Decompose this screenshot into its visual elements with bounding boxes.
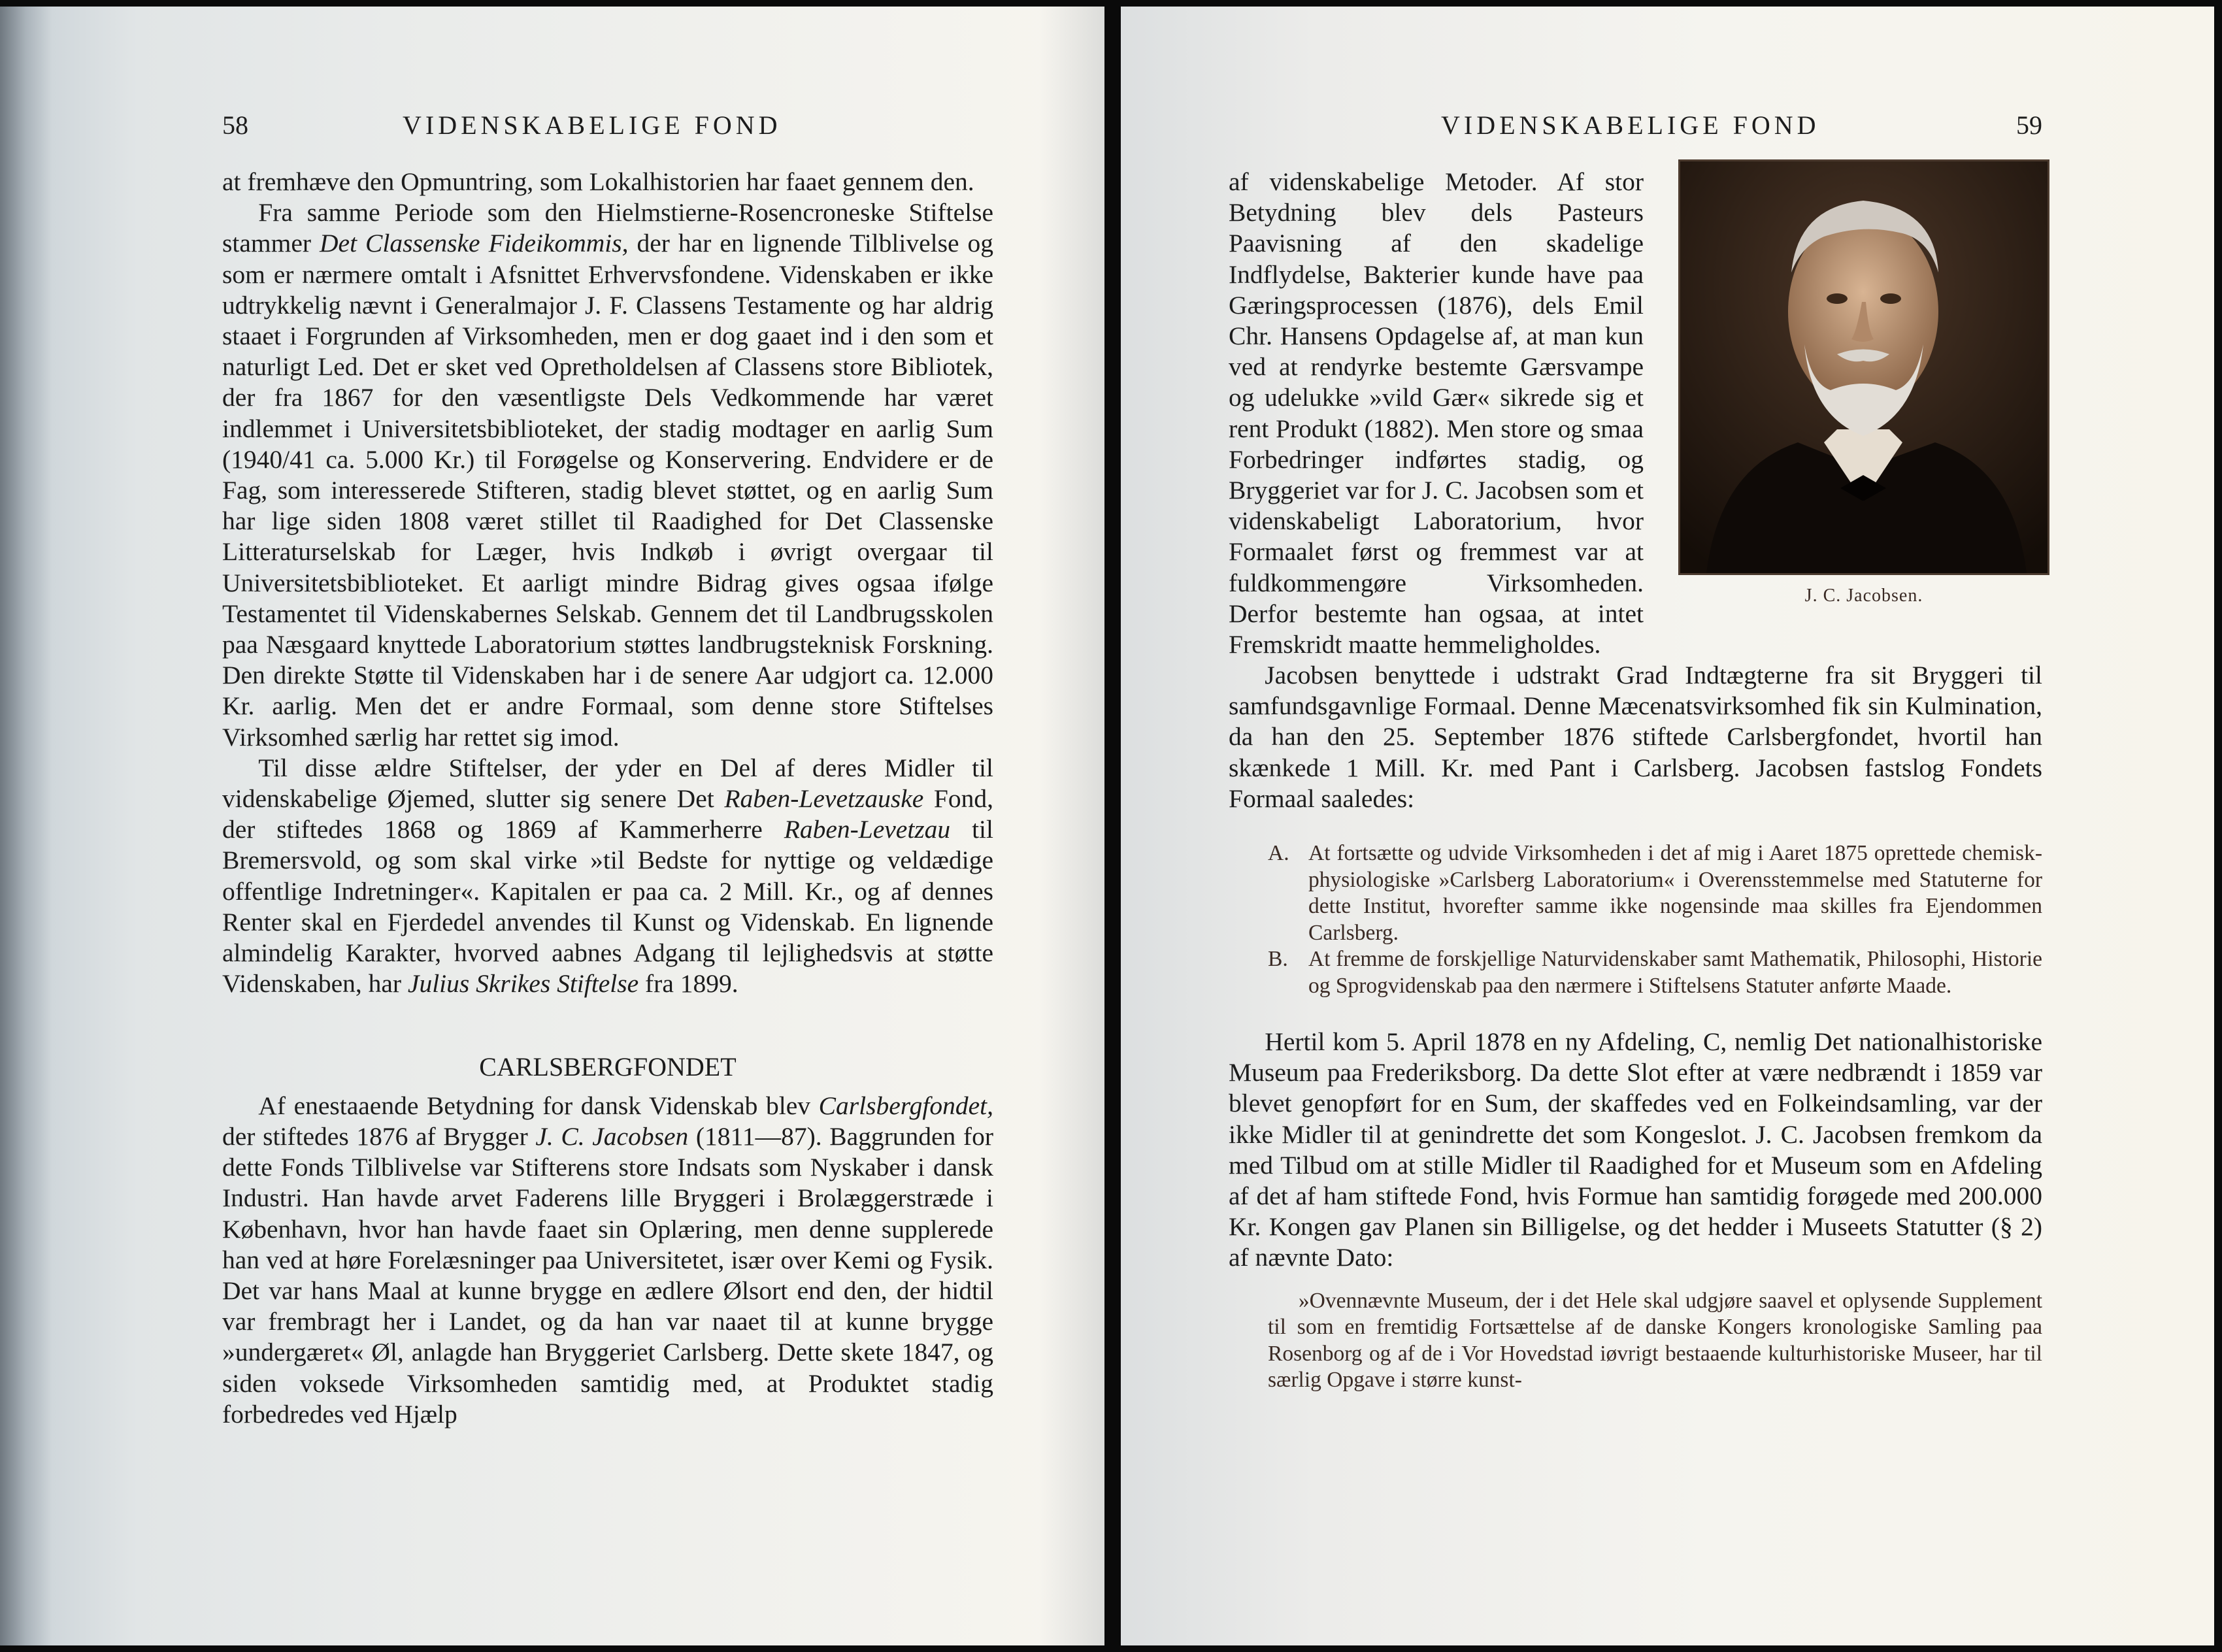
binding-shadow — [1039, 7, 1104, 1645]
paragraph-4: Af enestaaende Betydning for dansk Videnskab blev Carlsbergfondet, der stiftedes 1876 af Brygger J. C. Jacobsen (1811—87). Baggrunden for dette Fonds Tilblivelse var Stifterens store Indsats som Nyskaber i dansk Industri. Han havde arvet Faderens lille Bryggeri i Brolæggerstræde i København, hvor han havde faaet sin Oplæring, men denne supplerede han ved at høre Forelæsninger paa Universitetet, især over Kemi og Fysik. Det var hans Maal at kunne brygge en ædlere Ølsort end den, der hidtil var frembragt her i Landet, og da han var naaet til at kunne brygge »undergæret« Øl, anlagde han Bryggeriet Carlsberg. Dette skete 1847, og siden voksede Virksomheden samtidig med, at Produktet stadig forbedredes ved Hjælp — [222, 1091, 993, 1429]
portrait-image — [1678, 159, 2049, 575]
page-number-left: 58 — [222, 110, 248, 140]
paragraph-3: Til disse ældre Stiftelser, der yder en Del af deres Midler til videnskabelige Øjemed, slutter sig senere Det Raben-Levetzauske Fond, der stiftedes 1868 og 1869 af Kammerherre Raben-Levetzau til Bremersvold, og som skal virke »til Bedste for nyttige og veldædige offentlige Indretninger«. Kapitalen er paa ca. 2 Mill. Kr., og af dennes Renter skal en Fjerdedel anvendes til Kunst og Videnskab. En lignende almindelig Karakter, hvorved aabnes Adgang til lejlighedsvis at støtte Videnskaben, har Julius Skrikes Stiftelse fra 1899. — [222, 753, 993, 999]
quote-block: »Ovennævnte Museum, der i det Hele skal udgjøre saavel et oplysende Supplement til som en fremtidig Fortsættelse af de danske Kongers kronologiske Samling paa Rosenborg og af de i Vor Hovedstad iøvrigt bestaaende kulturhistoriske Museer, har til særlig Opgave i større kunst- — [1268, 1288, 2042, 1393]
left-page — [0, 7, 1104, 1645]
list-item: B. At fremme de forskjellige Naturvidenskaber samt Mathematik, Philosophi, Historie og Sprogvidenskab paa den nærmere i Stiftelsens Statuter anførte Maade. — [1268, 947, 2042, 998]
right-page — [1121, 7, 2214, 1645]
section-heading: CARLSBERGFONDET — [479, 1052, 737, 1082]
paragraph-2-right: Jacobsen benyttede i udstrakt Grad Indtægterne fra sit Bryggeri til samfundsgavnlige Formaal. Denne Mæcenatsvirksomhed fik sin Kulmination, da han den 25. September 1876 stiftede Carlsbergfondet, hvortil han skænkede 1 Mill. Kr. med Pant i Carlsberg. Jacobsen fastslog Fondets Formaal saaledes: — [1229, 661, 2042, 813]
page-number-right: 59 — [2016, 110, 2042, 140]
paragraph-3-right: Hertil kom 5. April 1878 en ny Afdeling, C, nemlig Det nationalhistoriske Museum paa Frederiksborg. Da dette Slot efter at være nedbrændt i 1859 var blevet genopført for en Sum, der skaffedes ved en Folkeindsamling, var der ikke Midler til at genindrette det som Kongeslot. J. C. Jacobsen fremkom da med Tilbud om at stille Midler til Raadighed for et Museum som en Afdeling af det af ham stiftede Fond, hvis Formue han samtidig forøgede med 200.000 Kr. Kongen gav Planen sin Billigelse, og det hedder i Museets Statutter (§ 2) af nævnte Dato: — [1229, 1027, 2042, 1272]
left-text-block — [222, 167, 993, 1430]
portrait-caption: J. C. Jacobsen. — [1804, 586, 1923, 606]
paragraph-1: at fremhæve den Opmuntring, som Lokalhistorien har faaet gennem den. — [222, 167, 974, 196]
paragraph-2: Fra samme Periode som den Hielmstierne-Rosencroneske Stiftelse stammer Det Classenske Fideikommis, der har en lignende Tilblivelse og som er nærmere omtalt i Afsnittet Erhvervsfondene. Videnskaben er ikke udtrykkelig nævnt i Generalmajor J. F. Classens Testamente og har aldrig staaet i Forgrunden af Virksomheden, men er dog gaaet ind i den som et naturligt Led. Det er sket ved Opretholdelsen af Classens store Bibliotek, der fra 1867 for den væsentligste Dels Vedkommende har været indlemmet i Universitetsbiblioteket, der stadig modtager en aarlig Sum (1940/41 ca. 5.000 Kr.) til Forøgelse og Konservering. Endvidere er de Fag, som interesserede Stifteren, stadig blevet støttet, og en aarlig Sum har lige siden 1808 været stillet til Raadighed for Det Classenske Litteraturselskab for Læger, hvis Indkøb i øvrigt overgaar til Universitetsbiblioteket. Et aarligt mindre Bidrag gives ogsaa ifølge Testamentet til Videnskabernes Selskab. Gennem det til Landbrugsskolen paa Næsgaard knyttede Laboratorium støttes landbrugsteknisk Forskning. Den direkte Støtte til Videnskaben har i de senere Aar udgjort ca. 12.000 Kr. aarlig. Men det er andre Formaal, som denne store Stiftelses Virksomhed særlig har rettet sig imod. — [222, 198, 993, 752]
wrap-text: af videnskabelige Metoder. Af stor Betydning blev dels Pasteurs Paavisning af den skadelige Indflydelse, Bakterier kunde have paa Gæringsprocessen (1876), dels Emil Chr. Hansens Opdagelse af, at man kun ved at rendyrke bestemte Gærsvampe og udelukke »vild Gær« sikrede sig et rent Produkt (1882). Men store og smaa Forbedringer indførtes stadig, og Bryggeriet var for J. C. Jacobsen som et videnskabeligt Laboratorium, hvor Formaalet først og fremmest var at fuldkommengøre Virksomheden. Derfor bestemte han ogsaa, at intet Fremskridt maatte hemmeligholdes. — [1229, 167, 1644, 659]
list-item: A. At fortsætte og udvide Virksomheden i det af mig i Aaret 1875 oprettede chemisk-physiologiske »Carlsberg Laboratorium« i Overensstemmelse med Statuterne for dette Institut, hvorefter samme ikke nogensinde maa skilles fra Ejendommen Carlsberg. — [1268, 841, 2042, 945]
statute-list — [1268, 840, 2042, 999]
right-text-block — [1229, 660, 2042, 1394]
running-head-left: VIDENSKABELIGE FOND — [403, 110, 782, 140]
running-head-right: VIDENSKABELIGE FOND — [1441, 110, 1820, 140]
